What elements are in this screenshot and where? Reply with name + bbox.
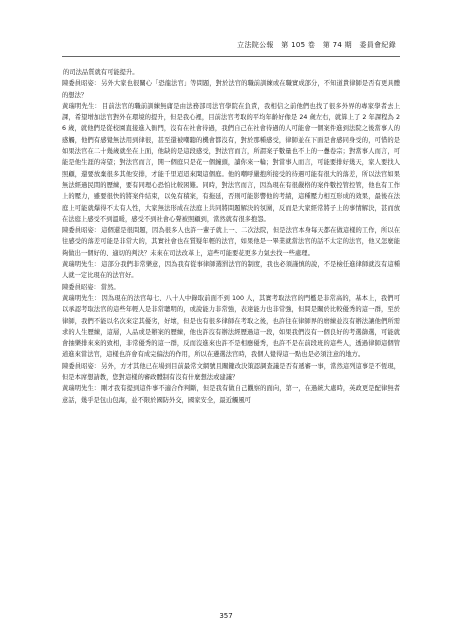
paragraph-text: 另外，方才其他已在場到目前最常文網號且關鍵改決策認調查議是否有遞審一事，當然這列這事是不恆現，但是本席想請教，您對這樣的審政體制有沒有什麼想法或建議？ [62, 362, 401, 382]
paragraph [62, 78, 400, 101]
issue-number: 第 74 期 [322, 41, 352, 49]
volume-number: 第 105 卷 [281, 41, 316, 49]
paragraph-text: 另外大家也很關心「恐龍法官」等問題，對於法官的職前訓練或在職實成部分，不知道貴律師是否有更具體的想法？ [62, 80, 401, 99]
transcript-body [62, 67, 400, 406]
paragraph-text: 這個還是很問題，因為很多人也許一輩子就上一、二次法院，但是法官本身每天都在做這樣的工作，所以在往感受的落差可能是非常大的，其實社會也在質疑年輕的法官，如果他是一畢業就當法官的話不太定的法官，他又怎麼能夠做出一個好的、適切的判決？未來在司法改革上，這些可能要花更多力氣去找一些處理。 [62, 227, 401, 257]
speaker-label: 陳委員昭姿： [62, 283, 100, 291]
speaker-label: 陳委員昭姿： [62, 362, 101, 370]
paragraph-text: 目前法官的職前訓練無庸是由法務部司法官學院在負責，我相信之前他們也找了很多外界的專家學者去上課，希望增加法官對外在環境的提升，但是我心裡，目前法官考取的平均年齡好像是 24 歲左右，就算上了 2 年課程為 26 歲，就他們是從校園直接進入衙門，沒有在社會待過，我們自己在社會待過的人可能會一個案件進到法院之後當事人的感觸，他們有感覺無法用到律很，甚至還被嘲聽的機會都沒有，對於那種感受，律師並在下面是會感同身受的，可惜的是如果法官在二十幾歲就坐在上面，他缺的是這段感受，對法官而言，所謂案子數量也不上的一疊卷宗；對當事人而言，可能是他生涯的寄望；對法官而言，開一個庭只是花一個鐘頭，讀你來一輪；對當事人而言，可能要排好幾天，家人要找人照顧，還要放棄很多其他安排，才能千里迢迢來聞這個庭。他的嘲呼嚴抱所接受的待遇可能有很大的落差，所以法官如果無法經過民間的歷練，要有同理心恐怕比較困難。同時，對法官而言，因為現在有很嚴格的案件數控管控管，他也有工作上的壓力，雖要很快的將案件結束，以免有積案，有拖延，否則可能影響他的考績，這種壓力相互形成的效果，最後在法庭上可能就爆得不太有人性，大家無法形成在法庭上共同將問題解決的氛圍，反而是大家經常將子上的事情解決，甚而放在法庭上感受不到溫暖，感受不到社會心聲被照顧到，當然就有很多抱怨。 [62, 102, 400, 223]
speaker-label: 黃瑞明先生： [62, 102, 101, 110]
paragraph-text: 剛才我有提到這件事不適合作判斷，但是我有做自己觀察的面向，第一，在過統大處時，英政更是配律無者意話，幾乎是包山包海，並不限於國防外交，國家安全，最近觸風可 [62, 385, 401, 404]
speaker-label: 陳委員昭姿： [62, 227, 101, 235]
paragraph [62, 383, 400, 406]
page-number: 357 [219, 612, 233, 620]
speaker-label: 陳委員昭姿： [62, 80, 101, 88]
paragraph [62, 101, 400, 225]
speaker-label: 黃瑞明先生： [62, 294, 101, 302]
running-header [237, 40, 396, 50]
speaker-label: 黃瑞明先生： [62, 385, 101, 393]
publication-title: 立法院公報 [237, 41, 274, 49]
header-rule [62, 56, 400, 57]
paragraph [62, 282, 400, 293]
section-name: 委員會紀錄 [359, 41, 396, 49]
paragraph-text: 因為現在的法官每七、八十人中錄取前面不到 100 人，其實考取法官的門檻是非常高的，基本上，我們可以承認考取法官的這些年輕人是非常聰明的，或說能力非常強，表達能力也非常強，但問是關於比較優秀的這一群，至於律師，我們不能以名次來定其優劣，好壞，但是也有很多律師在考取之後，也許往在律師界的磨練並沒有辦法讓他們所需求的人生歷練，這層，人品或是辦案的歷練，他也許沒有辦法經歷過這一段，如果我們沒有一個良好的考選篩選，可能就會抽樂排來來的致相，非常優秀的這一群，反而沒進來也許不是相應優秀，也許不是在前段班的這些人，透過律師這個管道進來當法官，這樣也許會有成完偏法的作用，所以在遴選法官時，我個人覺得這一點也是必須注意的地方。 [62, 294, 401, 359]
paragraph [62, 293, 400, 361]
paragraph [62, 259, 400, 282]
paragraph [62, 225, 400, 259]
paragraph-text: 這部分我們非常樂意，因為我有從事律師選罰法官的制度，我也必須謹慎的說，不是檢任進律師就沒有這種人就一定比現在的法官好。 [62, 261, 401, 280]
paragraph [62, 67, 400, 78]
paragraph [62, 361, 400, 384]
paragraph-text: 的司法品質就有可能提升。 [63, 69, 139, 76]
speaker-label: 黃瑞明先生： [62, 261, 101, 269]
paragraph-text: 當然。 [100, 283, 120, 291]
